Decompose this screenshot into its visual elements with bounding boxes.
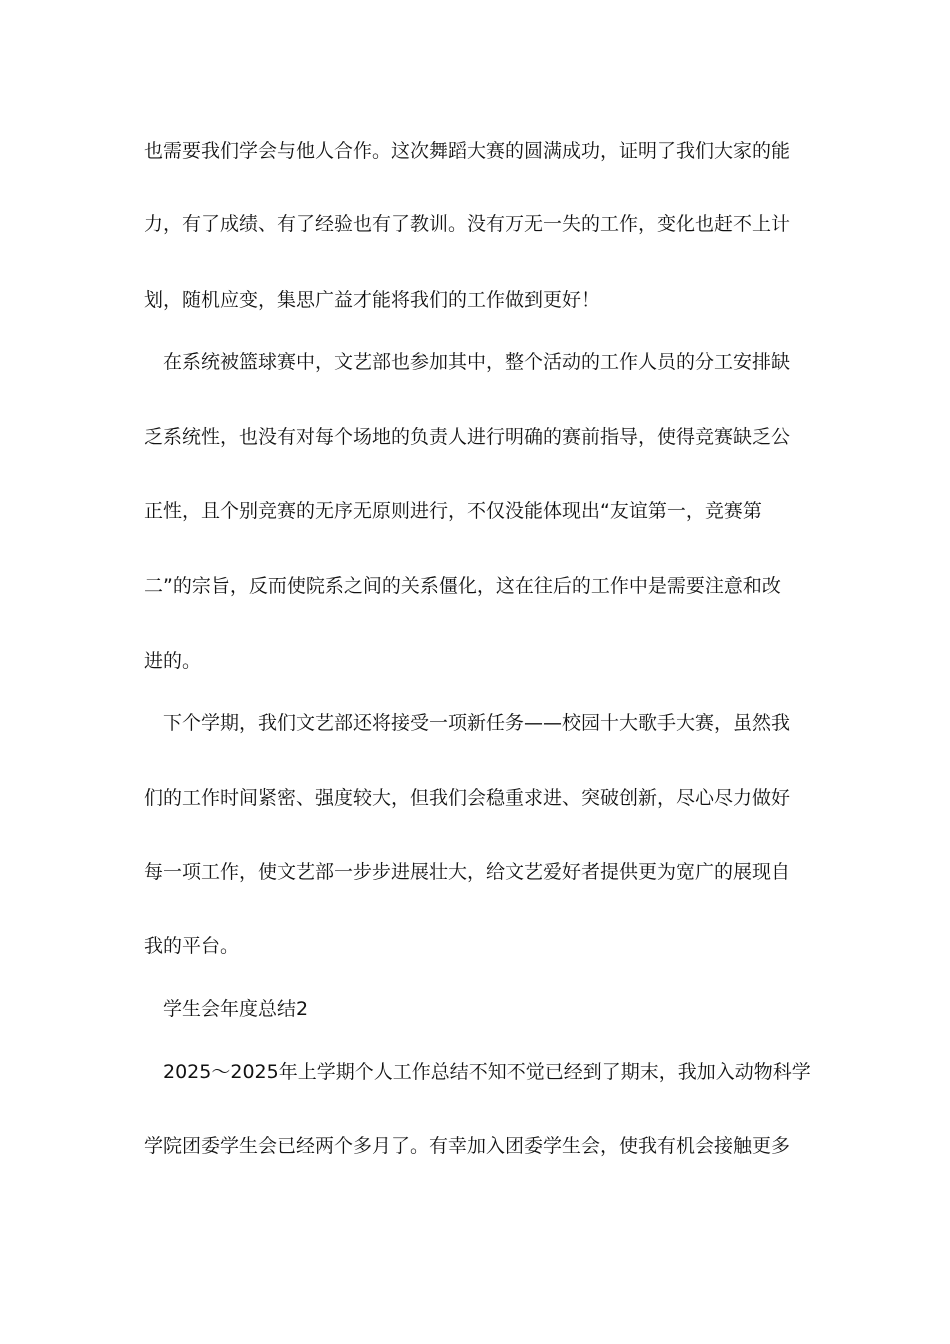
text-line: 每一项工作，使文艺部一步步进展壮大，给文艺爱好者提供更为宽广的展现自	[144, 861, 791, 883]
text-line: 2025～2025年上学期个人工作总结不知不觉已经到了期末，我加入动物科学	[163, 1061, 811, 1083]
text-line: 乏系统性，也没有对每个场地的负责人进行明确的赛前指导，使得竞赛缺乏公	[144, 426, 791, 448]
text-line: 力，有了成绩、有了经验也有了教训。没有万无一失的工作，变化也赶不上计	[144, 213, 791, 235]
text-line: 进的。	[144, 650, 202, 672]
text-line: 正性，且个别竞赛的无序无原则进行，不仅没能体现出“友谊第一，竞赛第	[144, 500, 762, 522]
section-heading: 学生会年度总结2	[163, 998, 309, 1020]
text-line: 我的平台。	[144, 935, 240, 957]
text-line: 也需要我们学会与他人合作。这次舞蹈大赛的圆满成功，证明了我们大家的能	[144, 140, 791, 162]
text-line: 学院团委学生会已经两个多月了。有幸加入团委学生会，使我有机会接触更多	[144, 1135, 791, 1157]
text-line: 下个学期，我们文艺部还将接受一项新任务——校园十大歌手大赛，虽然我	[163, 712, 791, 734]
text-line: 们的工作时间紧密、强度较大，但我们会稳重求进、突破创新，尽心尽力做好	[144, 787, 791, 809]
text-line: 在系统被篮球赛中，文艺部也参加其中，整个活动的工作人员的分工安排缺	[163, 351, 791, 373]
text-line: 二”的宗旨，反而使院系之间的关系僵化，这在往后的工作中是需要注意和改	[144, 575, 781, 597]
text-line: 划，随机应变，集思广益才能将我们的工作做到更好！	[144, 289, 601, 311]
